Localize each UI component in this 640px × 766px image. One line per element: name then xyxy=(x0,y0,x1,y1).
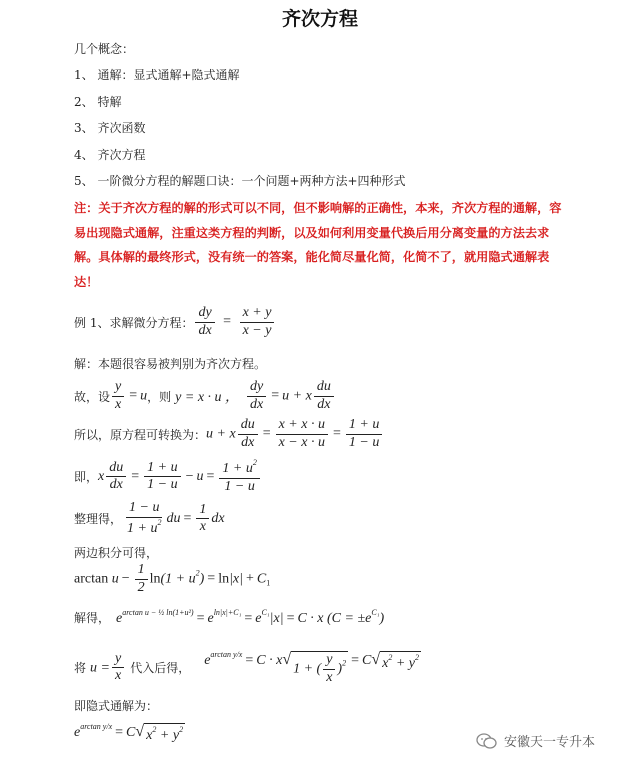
step-substitution: 故，设 $\frac{y}{x}$ = u ，则 y = x · u ， $\frac{dy}{dx}$ = u + x $\frac{du}{dx}$ xyxy=(74,380,336,412)
concept-item: 3、 齐次函数 xyxy=(74,121,146,135)
step-separate: 整理得， $\frac{1 - u}{1 + u^2}$ du = $\frac{1}{x}$ dx xyxy=(74,500,225,536)
step-integrate-label: 两边积分可得， xyxy=(74,546,159,560)
concept-item: 5、 一阶微分方程的解题口诀：一个问题+两种方法+四种形式 xyxy=(74,174,406,188)
solution-intro: 解：本题很容易被判别为齐次方程。 xyxy=(74,357,267,371)
step-solve: 解得， $e^{arctan u - \frac{1}{2} ln(1+u^2)} = e^{ln|x|+C_1} = e^{C_1}|x| = C \cdot x$ $(C = \pm e^{C_1})$ xyxy=(74,608,385,626)
step-rearrange: 即， x $\frac{du}{dx}$ = $\frac{1 + u}{1 - u}$ − u = $\frac{1 + u^2}{1 - u}$ xyxy=(74,459,262,494)
formula-ode: $\frac{dy}{dx}$ = $\frac{x + y}{x - y}$ xyxy=(193,306,276,338)
watermark xyxy=(476,731,595,750)
example-1 xyxy=(74,306,276,338)
step-implicit-label: 即隐式通解为： xyxy=(74,699,159,713)
example-label: 例 1、求解微分方程： xyxy=(74,315,194,330)
red-note: 注：关于齐次方程的解的形式可以不同，但不影响解的正确性，本来，齐次方程的通解，容易出现隐式通解，注重这类方程的判断，以及如何利用变量代换后用分离变量的方法去求解。具体解的最终形式，没有统一的答案，能化简尽量化简，化简不了，就用隐式通解表达！ xyxy=(74,201,562,289)
concept-item: 4、 齐次方程 xyxy=(74,148,146,162)
watermark-text: 安徽天一专升本 xyxy=(504,735,596,750)
step-transform: 所以，原方程可转换为： u + x $\frac{du}{dx}$ = $\frac{x + x \cdot u}{x - x \cdot u}$ = $\frac{1 + u}{1 - u}$ xyxy=(74,418,384,450)
concept-item: 2、 特解 xyxy=(74,95,122,109)
step-back-substitute: 将 u = $\frac{y}{x}$ 代入后得， $e^{arctan y/x} = C \cdot x$ √ 1 + ( $\frac{y}{x}$ )$^2$ = C √ $x^2 + y^2$ xyxy=(74,650,420,685)
final-answer: $e^{arctan y/x} = C$ √ $x^2 + y^2$ xyxy=(74,722,184,743)
wechat-logo-icon xyxy=(476,732,498,750)
concept-item: 1、 通解：显式通解+隐式通解 xyxy=(74,68,240,82)
concepts-heading: 几个概念： xyxy=(74,42,135,56)
page-title: 齐次方程 xyxy=(281,8,358,30)
step-integrate-formula: arctan u − $\frac{1}{2}$ $\ln(1 + u^2) = \ln|x| + C_1$ xyxy=(74,562,271,595)
